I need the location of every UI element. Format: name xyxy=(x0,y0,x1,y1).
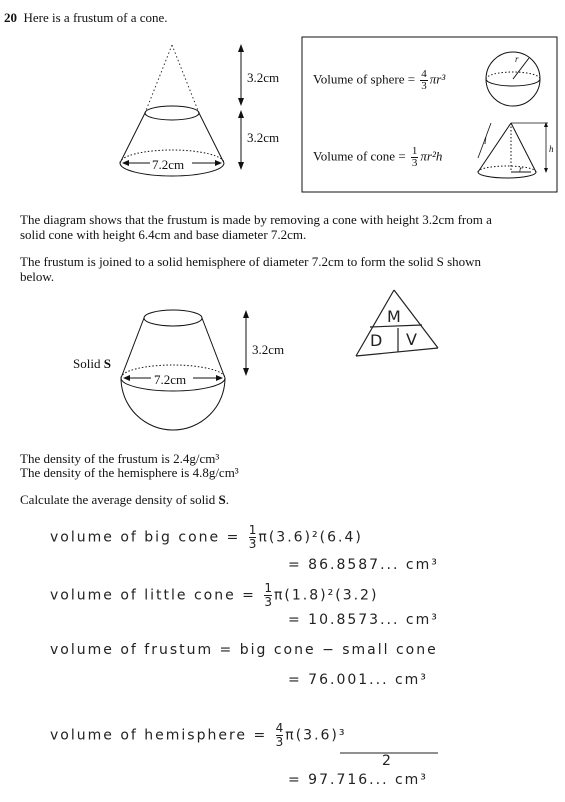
working-little-cone: volume of little cone = $\frac{1}{3}$ π(1.8)²(3.2) xyxy=(50,581,379,609)
sphere-formula: Volume of sphere = $\frac{4}{3}$ πr³ xyxy=(313,68,446,92)
top-cone-right-edge xyxy=(172,45,199,113)
frustum-left-side xyxy=(120,113,145,163)
triangle-volume-letter: V xyxy=(406,330,419,349)
cone-r-label: r xyxy=(519,164,523,174)
cone-h-label: h xyxy=(549,144,554,154)
diameter-arrow-left xyxy=(122,160,129,166)
top-cone-left-edge xyxy=(145,45,172,113)
triangle-mass-letter: M xyxy=(387,307,403,326)
frustum-right-side xyxy=(199,113,224,163)
working-big-cone: volume of big cone = $\frac{1}{3}$ π(3.6)²(6.4) xyxy=(50,523,363,551)
solid-top-ellipse xyxy=(144,310,202,326)
working-frustum: volume of frustum = big cone − small cone xyxy=(50,642,438,658)
paragraph-frustum-description: The diagram shows that the frustum is made by removing a cone with height 3.2cm from a solid cone with height 6.4cm and base diameter 7.2cm. xyxy=(20,212,492,242)
working-hemisphere: volume of hemisphere = $\frac{4}{3}$ π(3.6)³ xyxy=(50,721,347,749)
frustum-diameter-label: 7.2cm xyxy=(152,157,185,172)
cone-formula: Volume of cone = $\frac{1}{3}$ πr²h xyxy=(313,145,443,169)
cone-l-label: l xyxy=(484,136,487,146)
solid-height-label: 3.2cm xyxy=(252,342,285,357)
working-hemisphere-divisor: 2 xyxy=(382,753,393,769)
diameter-arrow-right xyxy=(215,160,222,166)
working-big-cone-result: = 86.8587... cm³ xyxy=(288,557,439,573)
solid-frustum-left xyxy=(121,318,144,378)
triangle-density-letter: D xyxy=(370,331,385,350)
frustum-density-text: The density of the frustum is 2.4g/cm³ xyxy=(20,451,220,466)
working-frustum-result: = 76.001... cm³ xyxy=(288,672,428,688)
question-intro: Here is a frustum of a cone. xyxy=(23,10,168,25)
cone-sketch-left xyxy=(478,123,511,172)
bottom-height-label: 3.2cm xyxy=(247,130,280,145)
solid-s-label: Solid S xyxy=(73,356,111,371)
solid-diameter-label: 7.2cm xyxy=(154,372,187,387)
frustum-top-ellipse xyxy=(145,106,199,120)
instruction-text: Calculate the average density of solid S. xyxy=(20,492,230,507)
top-height-label: 3.2cm xyxy=(247,70,280,85)
hemisphere-density-text: The density of the hemisphere is 4.8g/cm³ xyxy=(20,465,239,480)
working-little-cone-result: = 10.8573... cm³ xyxy=(288,612,439,628)
cone-sketch-right xyxy=(511,123,536,172)
paragraph-solid-description: The frustum is joined to a solid hemisphere of diameter 7.2cm to form the solid S shown below. xyxy=(20,254,482,284)
solid-frustum-right xyxy=(202,318,225,378)
working-hemisphere-result: = 97.716... cm³ xyxy=(288,772,428,788)
sphere-r-label: r xyxy=(515,54,519,64)
question-number: 20 xyxy=(4,10,17,25)
